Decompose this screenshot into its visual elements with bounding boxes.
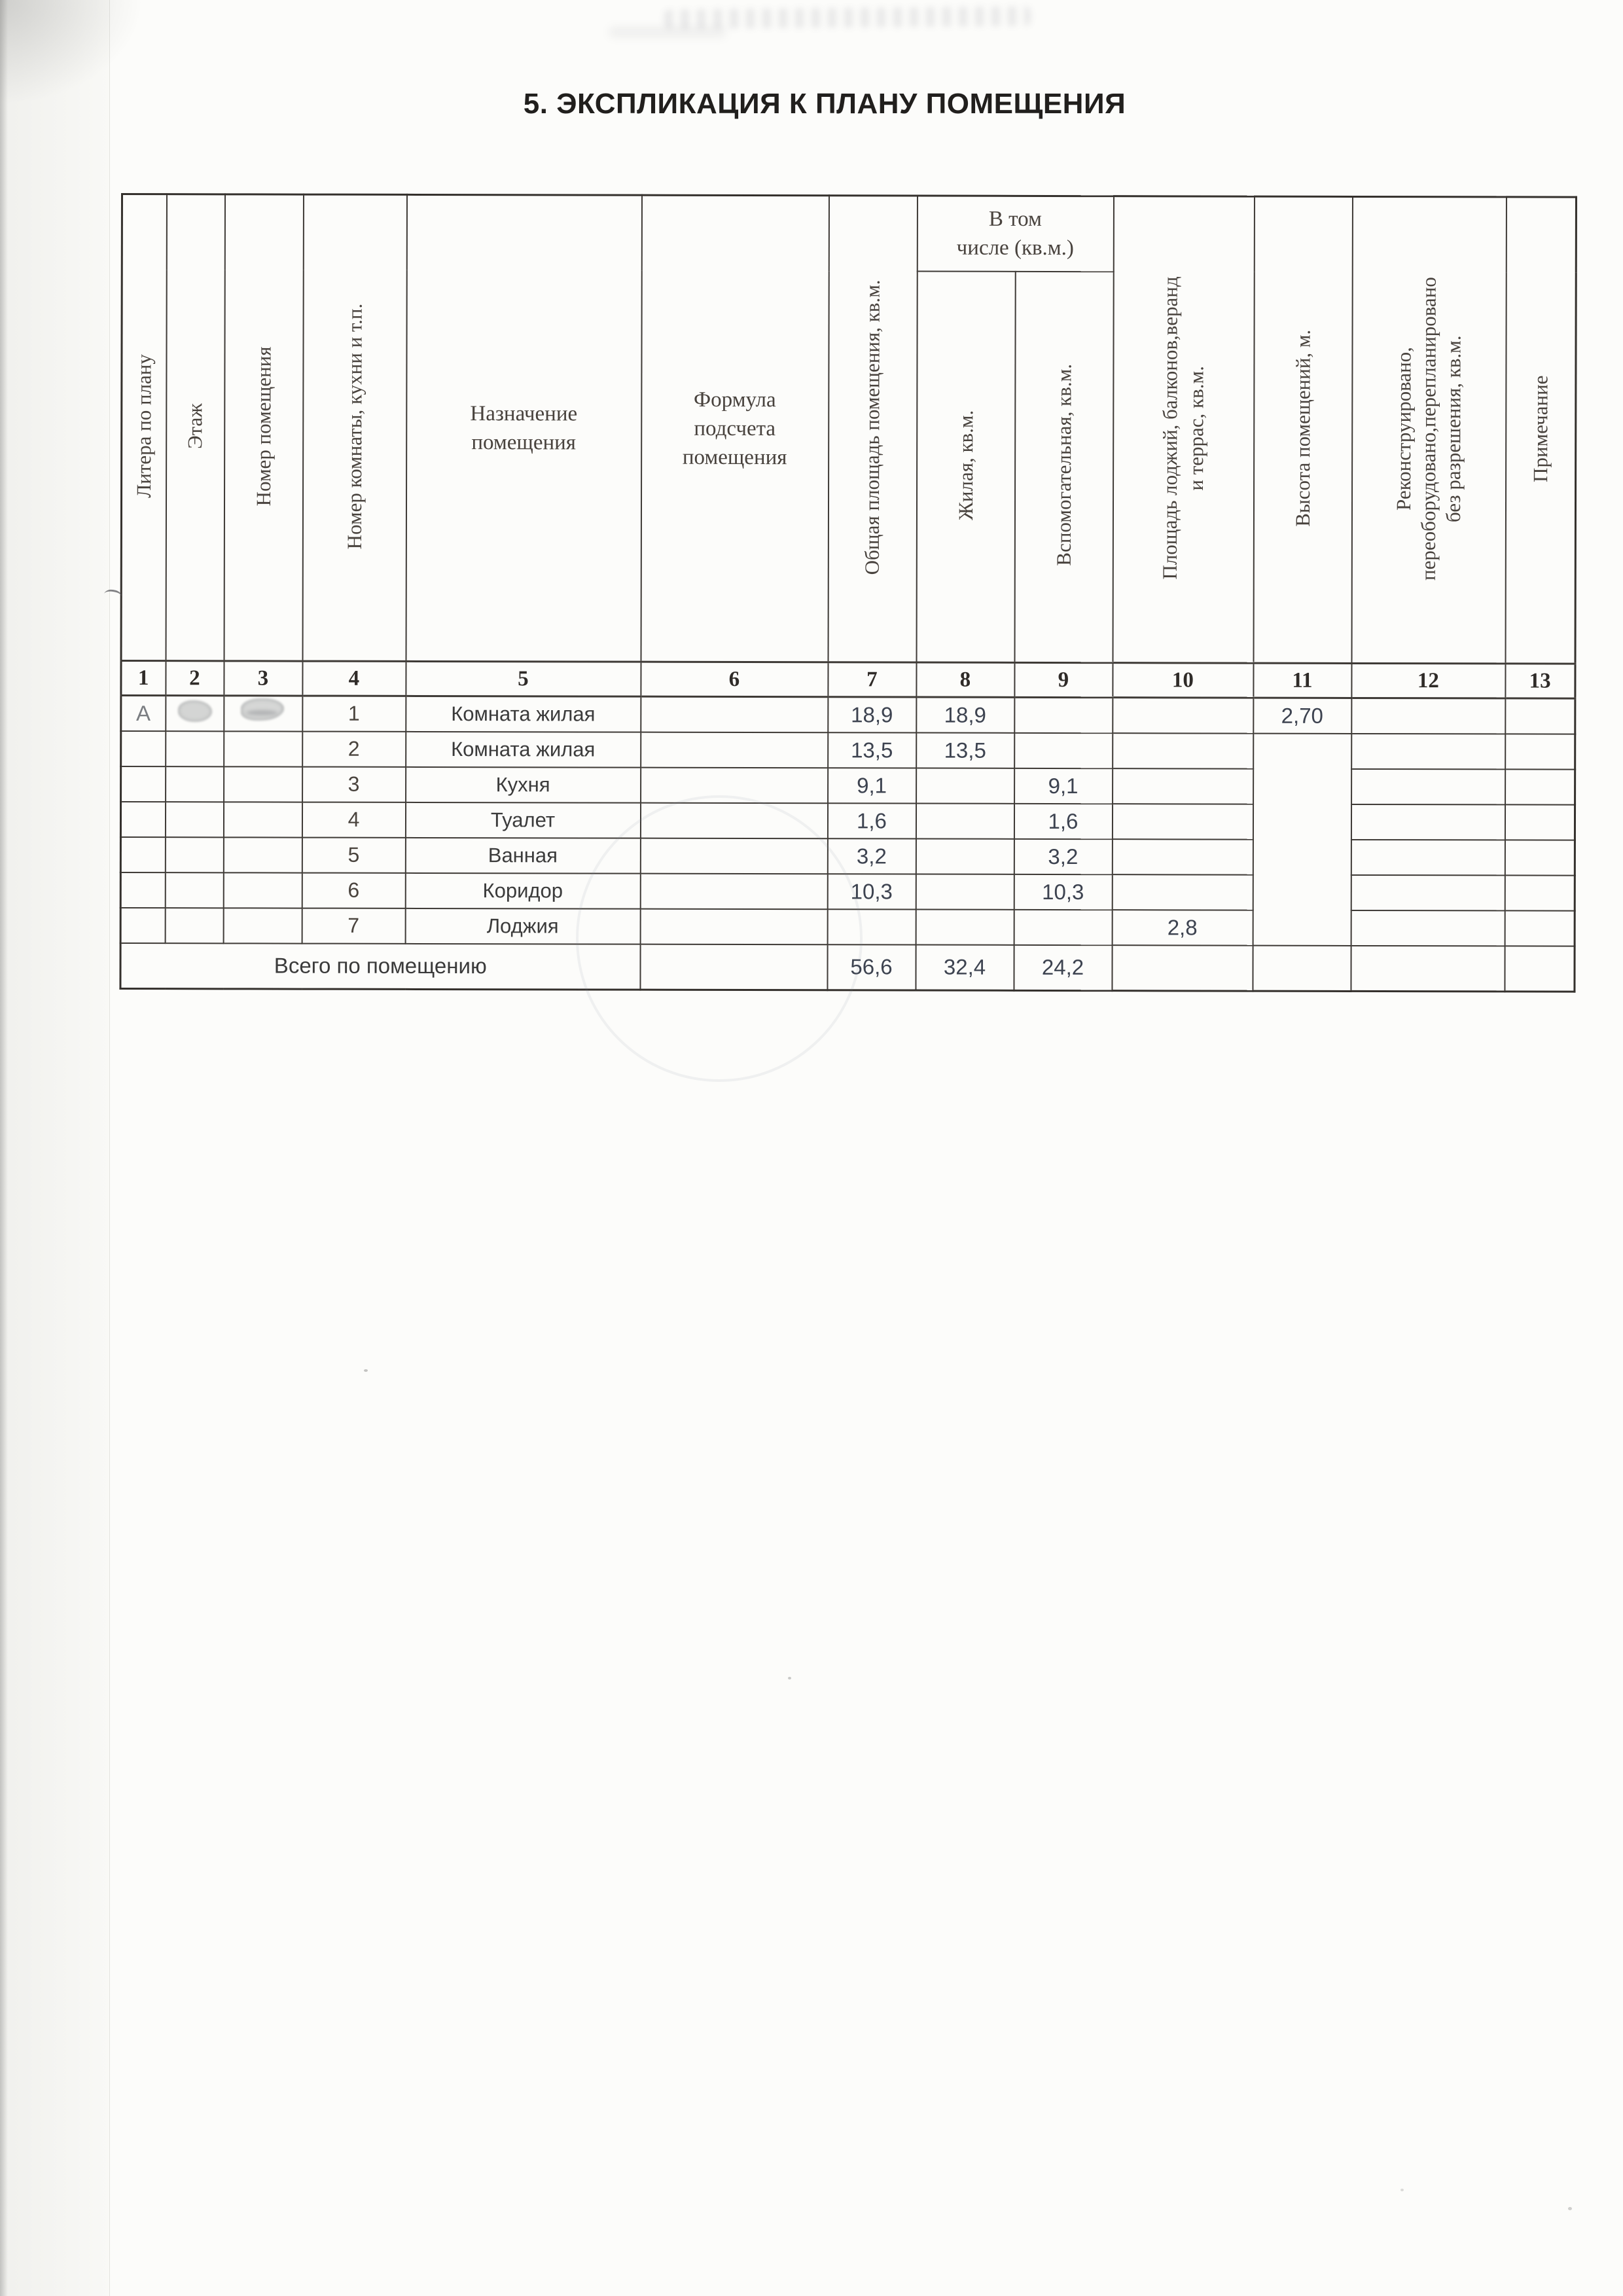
scan-corner-shadow <box>0 0 144 105</box>
cell-aux-area: 9,1 <box>1014 768 1113 803</box>
explication-table <box>119 193 1577 993</box>
column-number: 11 <box>1253 663 1351 698</box>
header-cell-purpose <box>406 194 641 662</box>
cell-note <box>1505 769 1575 804</box>
column-number: 9 <box>1014 662 1113 697</box>
cell-total-area: 13,5 <box>828 732 916 768</box>
cell-room-name: Комната жилая <box>406 731 641 767</box>
column-number: 4 <box>302 661 406 696</box>
cell-living-area: 18,9 <box>916 697 1014 732</box>
cell-loggia-area <box>1112 945 1253 991</box>
header-label-loggia-area: Площадь лоджий, балконов,веранд и террас, кв.м. <box>1158 276 1208 580</box>
faint-stamp-bleed <box>576 795 863 1082</box>
cell-room-no <box>224 731 302 766</box>
header-cell-note <box>1505 197 1576 664</box>
cell-aux-area: 1,6 <box>1014 803 1112 838</box>
header-label-total-area: Общая площадь помещения, кв.м. <box>860 279 884 575</box>
cell-unit-num: 5 <box>302 837 405 872</box>
cell-floor <box>165 802 223 837</box>
cell-total-area: 3,2 <box>827 838 916 874</box>
column-number: 1 <box>121 661 166 696</box>
cell-loggia-area <box>1112 874 1253 910</box>
cell-total-area: 10,3 <box>827 874 916 909</box>
table-row <box>121 731 1575 770</box>
cell-reconstructed <box>1351 804 1505 839</box>
scan-edge-shadow <box>0 0 8 2296</box>
cell-note <box>1505 734 1575 769</box>
cell-floor <box>165 908 223 943</box>
cell-loggia-area: 2,8 <box>1112 910 1253 945</box>
header-label-unit-number: Номер комнаты, кухни и т.п. <box>342 303 366 550</box>
scan-speck <box>788 1677 791 1679</box>
cell-unit-num: 2 <box>302 731 406 766</box>
cell-living-area <box>916 909 1014 944</box>
header-label-formula: Формула подсчета помещения <box>682 387 787 470</box>
cell-room-no <box>223 802 302 837</box>
header-cell-litera <box>121 194 166 661</box>
header-cell-loggia-area <box>1113 196 1254 663</box>
cell-total-area: 56,6 <box>827 944 916 990</box>
table-row <box>121 766 1575 805</box>
cell-unit-num: 3 <box>302 766 406 802</box>
cell-total-label: Всего по помещению <box>120 943 640 990</box>
column-number: 8 <box>916 662 1014 697</box>
column-number: 3 <box>224 661 302 696</box>
column-number: 6 <box>641 662 828 697</box>
header-label-purpose: Назначение помещения <box>470 402 578 455</box>
header-cell-formula <box>641 195 829 662</box>
header-label-auxiliary-area: Вспомогательная, кв.м. <box>1052 364 1075 567</box>
cell-living-area: 13,5 <box>916 732 1014 768</box>
cell-reconstructed <box>1351 874 1505 910</box>
cell-loggia-area <box>1112 804 1253 839</box>
cell-aux-area <box>1014 697 1113 732</box>
cell-floor <box>166 766 224 802</box>
table-row <box>121 696 1575 734</box>
cell-floor <box>165 872 223 908</box>
cell-litera <box>121 731 166 766</box>
cell-formula <box>641 696 828 732</box>
cell-loggia-area <box>1113 698 1253 733</box>
cell-floor <box>165 837 223 872</box>
cell-total-area: 9,1 <box>828 768 916 803</box>
cell-aux-area <box>1014 732 1113 768</box>
scan-speck <box>364 1369 368 1372</box>
header-cell-unit-number <box>302 194 406 661</box>
cell-living-area: 32,4 <box>916 944 1014 990</box>
cell-room-name: Коридор <box>405 872 640 908</box>
cell-room-name: Комната жилая <box>406 696 641 732</box>
cell-reconstructed <box>1351 768 1505 804</box>
cell-unit-num: 4 <box>302 802 405 837</box>
cell-reconstructed <box>1351 945 1505 991</box>
column-number: 10 <box>1113 663 1253 698</box>
cell-loggia-area <box>1112 839 1253 874</box>
cell-unit-num: 7 <box>302 908 405 943</box>
cell-note <box>1505 946 1575 992</box>
cell-litera <box>120 802 165 837</box>
header-label-note: Примечание <box>1528 375 1552 482</box>
cell-note <box>1505 910 1575 946</box>
cell-litera: А <box>121 696 166 731</box>
cell-loggia-area <box>1113 768 1253 804</box>
cell-unit-num: 1 <box>302 696 406 731</box>
cell-aux-area: 3,2 <box>1014 838 1112 874</box>
cell-floor <box>166 731 224 766</box>
header-label-litera: Литера по плану <box>132 353 156 498</box>
cell-aux-area: 24,2 <box>1014 944 1112 990</box>
cell-living-area <box>916 768 1014 803</box>
header-cell-living-area <box>916 271 1015 662</box>
cell-room-name: Лоджия <box>405 908 640 944</box>
cell-height <box>1253 945 1351 991</box>
header-label-height: Высота помещений, м. <box>1291 329 1315 527</box>
header-row-group <box>122 194 1576 273</box>
header-cell-room-number <box>224 194 303 661</box>
cell-living-area <box>916 874 1014 909</box>
cell-total-area: 1,6 <box>827 803 916 838</box>
cell-living-area <box>916 803 1014 838</box>
scan-speck <box>1568 2207 1572 2210</box>
cell-unit-num: 6 <box>302 872 405 908</box>
bleed-through-smudge <box>609 26 726 38</box>
header-cell-auxiliary-area <box>1014 271 1113 662</box>
cell-height-merged <box>1253 733 1351 945</box>
cell-room-no <box>223 837 302 872</box>
header-cell-floor <box>166 194 224 661</box>
cell-room-no <box>223 872 302 908</box>
cell-room-name: Кухня <box>406 766 641 802</box>
cell-formula <box>641 732 828 768</box>
cell-note <box>1505 804 1575 840</box>
cell-reconstructed <box>1351 698 1505 733</box>
column-number: 13 <box>1505 664 1575 698</box>
cell-room-name: Туалет <box>405 802 640 838</box>
cell-height: 2,70 <box>1253 698 1351 733</box>
header-label-including-group: В том числе (кв.м.) <box>956 207 1074 260</box>
explication-table-wrapper <box>119 193 1577 993</box>
header-cell-height <box>1253 196 1352 663</box>
table-row <box>120 802 1575 840</box>
cell-reconstructed <box>1351 733 1505 768</box>
scan-speck <box>1400 2189 1404 2191</box>
erased-pencil-mark <box>178 700 212 722</box>
header-label-reconstructed: Реконструировано, переоборудовано,перепланировано без разрешения, кв.м. <box>1391 276 1465 581</box>
cell-litera <box>120 908 165 943</box>
cell-aux-area: 10,3 <box>1014 874 1112 909</box>
cell-reconstructed <box>1351 839 1505 874</box>
column-number: 12 <box>1351 663 1505 698</box>
header-cell-including-group <box>917 196 1113 272</box>
column-numbers-row <box>121 661 1575 699</box>
cell-loggia-area <box>1113 733 1253 768</box>
cell-reconstructed <box>1351 910 1505 945</box>
header-cell-total-area <box>828 196 917 662</box>
cell-total-area: 18,9 <box>828 697 916 732</box>
cell-litera <box>120 837 165 872</box>
header-label-room-number: Номер помещения <box>251 346 276 506</box>
column-number: 2 <box>166 661 224 696</box>
header-label-floor: Этаж <box>183 403 207 449</box>
cell-living-area <box>916 838 1014 874</box>
column-number: 5 <box>406 661 641 696</box>
cell-room-no <box>224 766 302 802</box>
cell-note <box>1505 840 1575 875</box>
cell-litera <box>120 872 165 908</box>
cell-room-no <box>223 908 302 943</box>
cell-room-name: Ванная <box>405 837 640 873</box>
cell-litera <box>121 766 166 802</box>
cell-note <box>1505 875 1575 910</box>
header-cell-reconstructed <box>1351 196 1506 663</box>
header-label-living-area: Жилая, кв.м. <box>954 410 977 520</box>
cell-note <box>1505 698 1575 734</box>
table-row <box>120 837 1575 876</box>
column-number: 7 <box>828 662 916 697</box>
page-title: 5. ЭКСПЛИКАЦИЯ К ПЛАНУ ПОМЕЩЕНИЯ <box>523 88 1126 120</box>
left-margin-strip <box>0 0 110 2296</box>
cell-aux-area <box>1014 909 1112 944</box>
